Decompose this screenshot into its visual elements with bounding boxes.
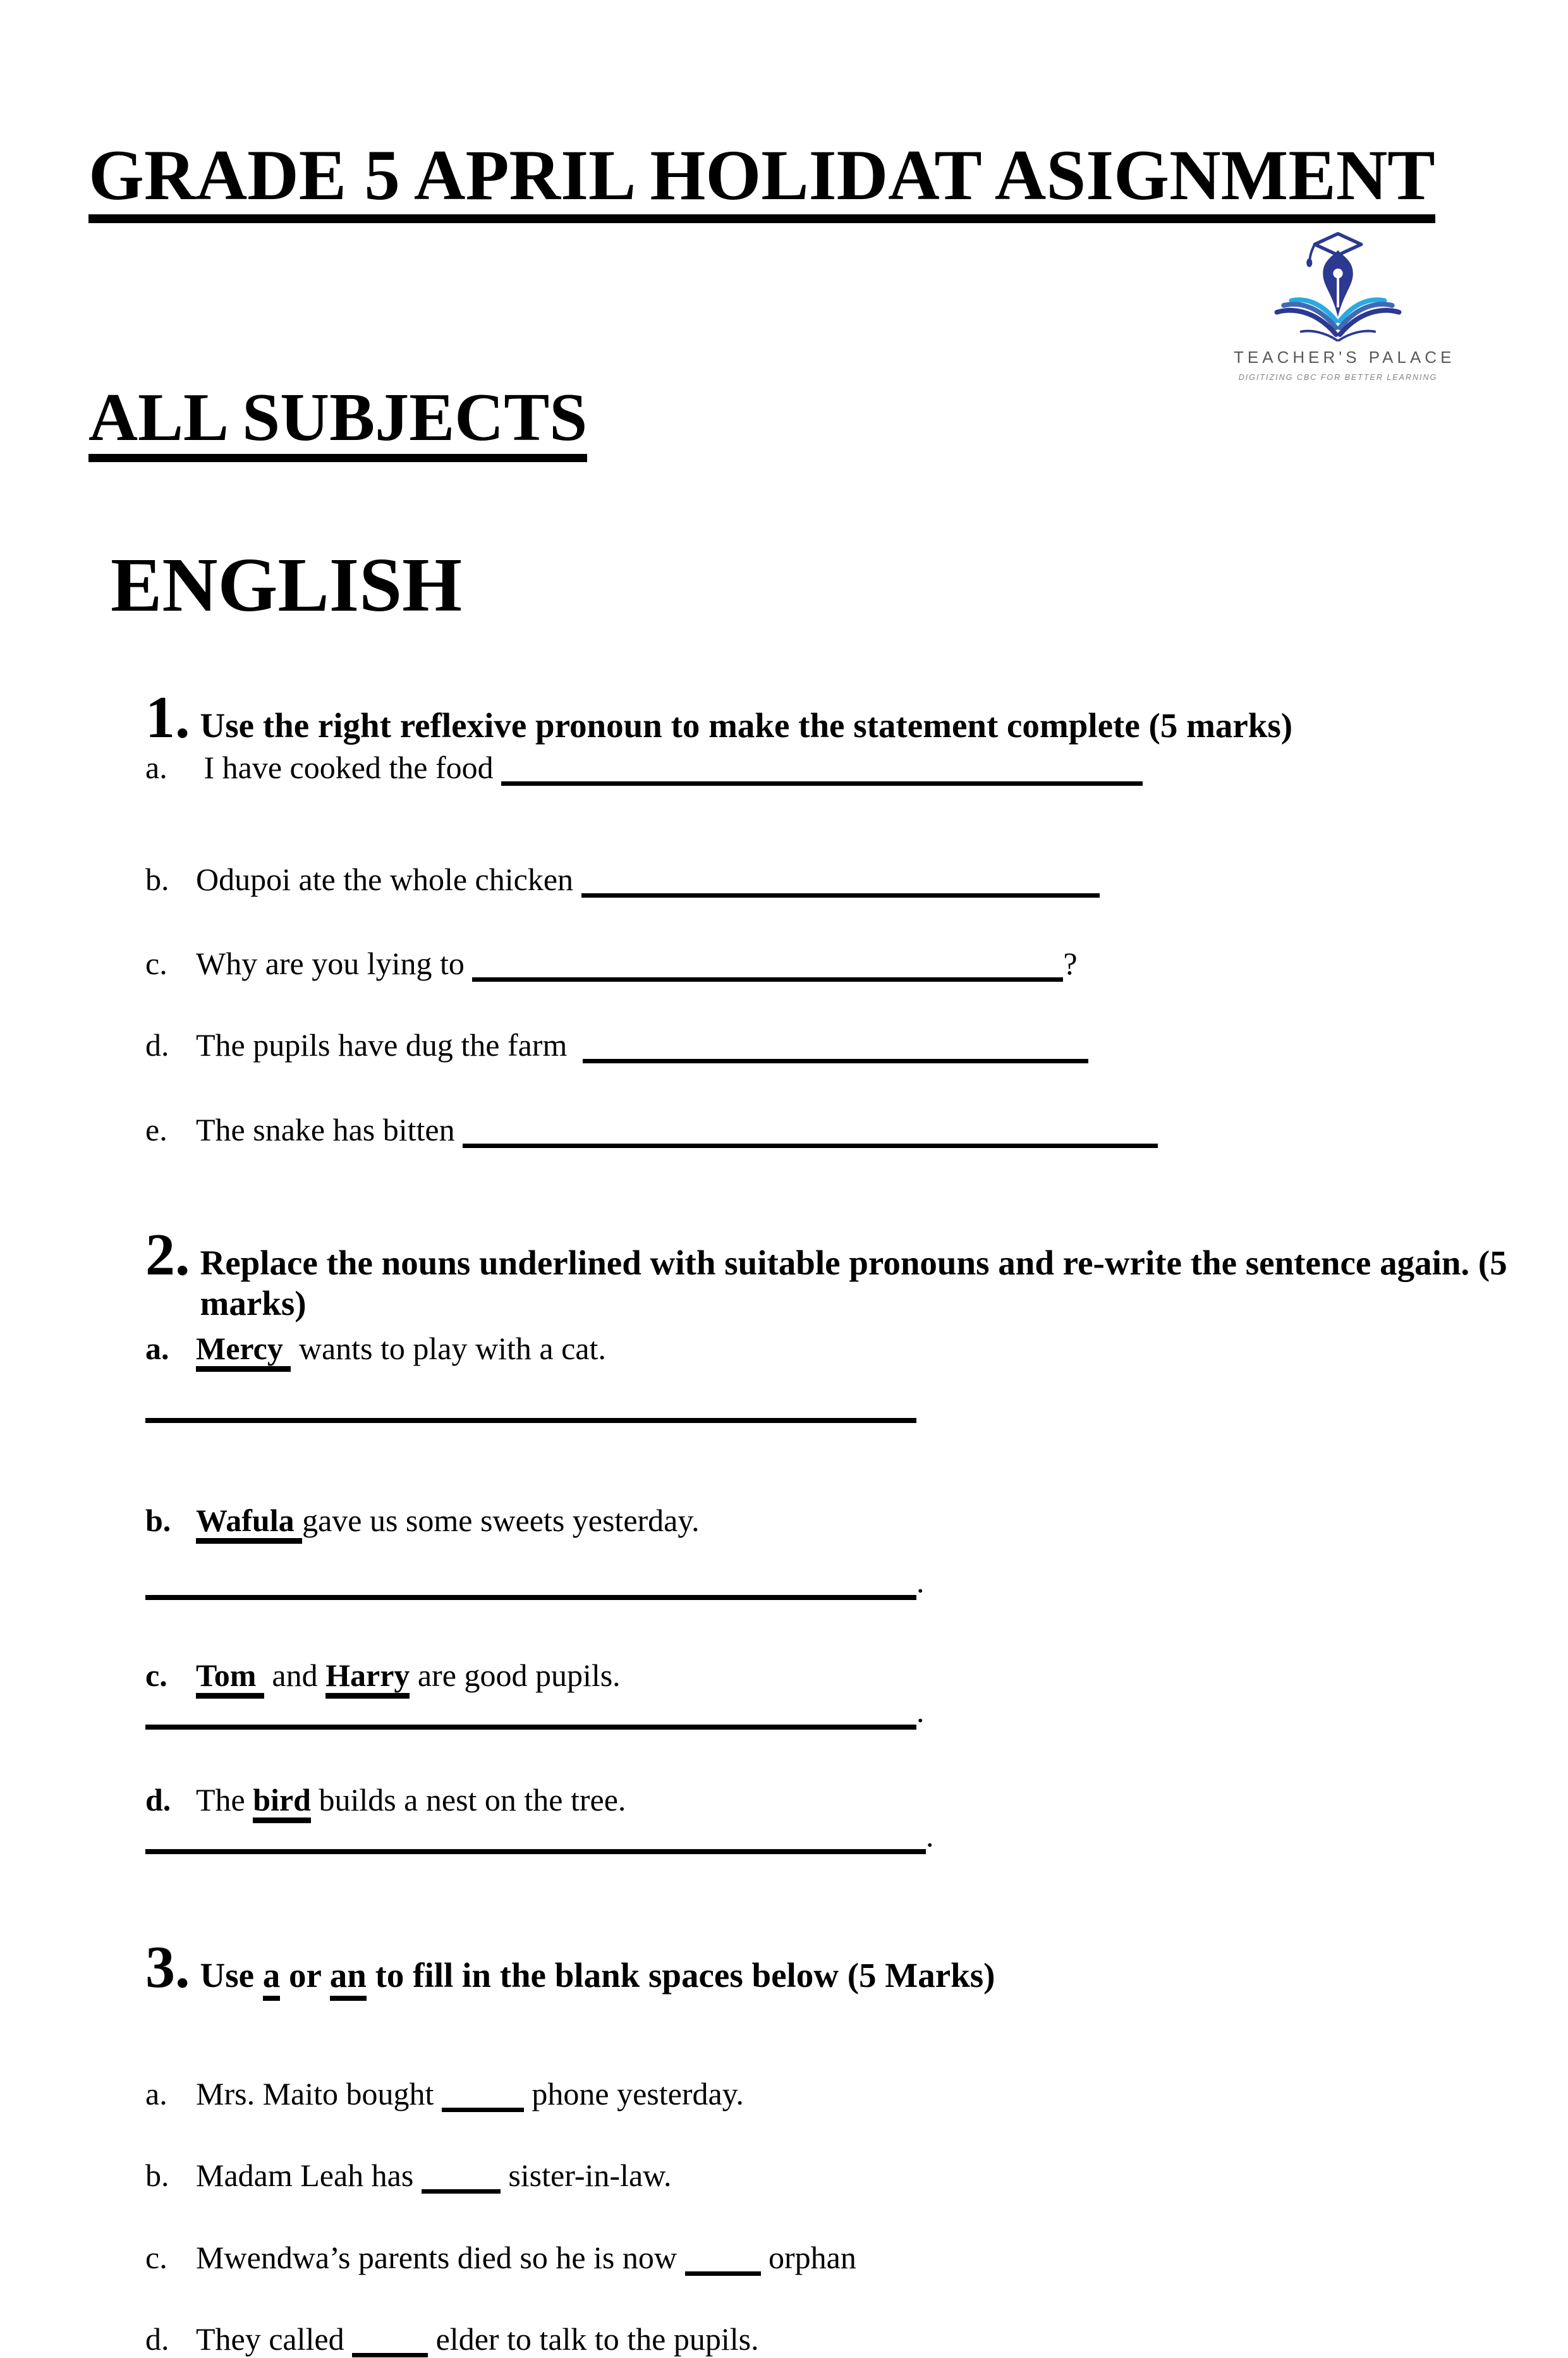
underlined-noun: Harry [325, 1658, 410, 1699]
item-text [196, 1027, 1088, 1064]
text-segment: Mrs. Maito bought [196, 2075, 442, 2111]
question-item [145, 862, 1480, 898]
answer-blank [442, 2085, 524, 2112]
question-3 [88, 1934, 1480, 2358]
questions-container [88, 684, 1507, 2358]
item-letter: b. [145, 1502, 171, 1538]
question-item [145, 1027, 1480, 1064]
text-segment: The [196, 1781, 253, 1817]
text-segment: Use [200, 1955, 263, 1995]
page-subtitle: ALL SUBJECTS [88, 384, 587, 462]
answer-line-period: . [916, 1564, 925, 1600]
item-text [196, 1658, 621, 1694]
text-segment: an [330, 1956, 367, 2001]
text-segment: I have cooked the food [196, 749, 502, 785]
question-2 [88, 1222, 1507, 1855]
question-prompt [200, 1243, 1507, 1323]
text-segment: ? [1063, 945, 1078, 981]
question-heading [145, 1222, 1507, 1323]
question-number: 3. [145, 1934, 190, 2000]
item-text [196, 2076, 744, 2113]
answer-blank [463, 1121, 1158, 1148]
text-segment: wants to play with a cat. [291, 1330, 606, 1366]
text-segment: or [280, 1955, 330, 1995]
question-item [145, 2158, 1480, 2194]
question-item [145, 1503, 1480, 1539]
text-segment: gave us some sweets yesterday. [302, 1502, 700, 1538]
text-segment: Use the right reflexive pronoun to make the statement complete (5 marks) [200, 706, 1293, 745]
question-prompt [200, 706, 1293, 745]
question-item [145, 1658, 1480, 1694]
answer-blank [583, 1036, 1088, 1063]
item-letter: b. [145, 862, 169, 898]
question-item [145, 2321, 1480, 2358]
text-segment: builds a nest on the tree. [310, 1781, 626, 1817]
underlined-noun: Mercy [196, 1331, 291, 1372]
text-segment: Why are you lying to [196, 945, 473, 981]
underlined-noun: bird [253, 1782, 311, 1823]
text-segment: They called [196, 2321, 353, 2357]
item-text [196, 1782, 626, 1819]
item-text [196, 862, 1100, 898]
teachers-palace-logo [1234, 229, 1456, 382]
question-number: 2. [145, 1222, 190, 1288]
item-letter: a. [145, 749, 167, 785]
question-items [88, 2076, 1480, 2358]
item-text [196, 1503, 700, 1539]
item-letter: a. [145, 2075, 167, 2111]
answer-blank [145, 1826, 926, 1854]
item-letter: d. [145, 1781, 171, 1817]
text-segment: Odupoi ate the whole chicken [196, 862, 581, 898]
answer-line [145, 1564, 1480, 1601]
item-text [196, 946, 1078, 982]
item-letter: d. [145, 2321, 169, 2357]
pen-nib-icon [1323, 250, 1353, 317]
item-letter: c. [145, 2239, 167, 2275]
prompt-line [200, 706, 1293, 745]
question-item [145, 1112, 1480, 1149]
question-item [145, 946, 1480, 982]
underlined-noun: Wafula [196, 1503, 302, 1544]
text-segment: to fill in the blank spaces below (5 Marks) [366, 1955, 995, 1995]
text-segment: marks) [200, 1283, 307, 1323]
answer-blank [422, 2166, 501, 2194]
text-segment: orphan [760, 2239, 856, 2275]
question-heading [145, 1934, 1480, 2000]
answer-blank [501, 759, 1143, 786]
text-segment: a [263, 1956, 281, 2001]
item-letter: a. [145, 1330, 169, 1366]
item-letter: e. [145, 1111, 167, 1147]
question-items [88, 1331, 1480, 1855]
answer-blank [352, 2330, 428, 2357]
answer-line [145, 1818, 1480, 1855]
item-text [196, 2158, 672, 2194]
text-segment: Replace the nouns underlined with suitable pronouns and re-write the sentence again. (5 [200, 1243, 1507, 1283]
text-segment: The snake has bitten [196, 1111, 463, 1147]
answer-blank [581, 871, 1100, 898]
text-segment: phone yesterday. [523, 2075, 744, 2111]
text-segment: Madam Leah has [196, 2158, 422, 2194]
underlined-noun: Tom [196, 1658, 264, 1699]
question-items [88, 750, 1480, 1149]
text-segment: are good pupils. [410, 1657, 621, 1693]
subject-heading: ENGLISH [111, 542, 462, 628]
text-segment: The pupils have dug the farm [196, 1027, 583, 1063]
item-letter: b. [145, 2158, 169, 2194]
item-text [196, 1331, 606, 1367]
question-item [145, 750, 1480, 786]
prompt-line [200, 1955, 995, 1995]
answer-line-period: . [916, 1694, 925, 1730]
text-segment: elder to talk to the pupils. [428, 2321, 759, 2357]
question-item [145, 1331, 1480, 1367]
question-prompt [200, 1955, 995, 1995]
book-pen-graduation-icon [1265, 229, 1411, 345]
item-text [196, 2240, 856, 2276]
item-letter: c. [145, 945, 167, 981]
item-text [196, 2321, 759, 2358]
question-1 [88, 684, 1480, 1149]
text-segment: and [264, 1657, 326, 1693]
item-letter: d. [145, 1027, 169, 1063]
question-item [145, 1782, 1480, 1819]
item-text [196, 750, 1143, 786]
answer-blank [145, 1572, 916, 1600]
answer-line [145, 1387, 1480, 1424]
item-text [196, 1112, 1158, 1149]
question-item [145, 2076, 1480, 2113]
text-segment: sister-in-law. [500, 2158, 672, 2194]
question-item [145, 2240, 1480, 2276]
logo-name: TEACHER'S PALACE [1234, 348, 1456, 367]
page-title: GRADE 5 APRIL HOLIDAT ASIGNMENT [88, 140, 1435, 223]
answer-blank [145, 1702, 916, 1730]
answer-line-period: . [926, 1818, 934, 1854]
answer-line [145, 1694, 1480, 1730]
answer-blank [472, 955, 1063, 982]
question-heading [145, 684, 1480, 750]
answer-blank [145, 1395, 916, 1423]
prompt-line [200, 1243, 1507, 1283]
prompt-line [200, 1283, 1507, 1323]
question-number: 1. [145, 684, 190, 750]
logo-tagline: DIGITIZING CBC FOR BETTER LEARNING [1238, 373, 1438, 382]
text-segment: Mwendwa’s parents died so he is now [196, 2239, 685, 2275]
item-letter: c. [145, 1657, 167, 1693]
answer-blank [685, 2249, 761, 2276]
